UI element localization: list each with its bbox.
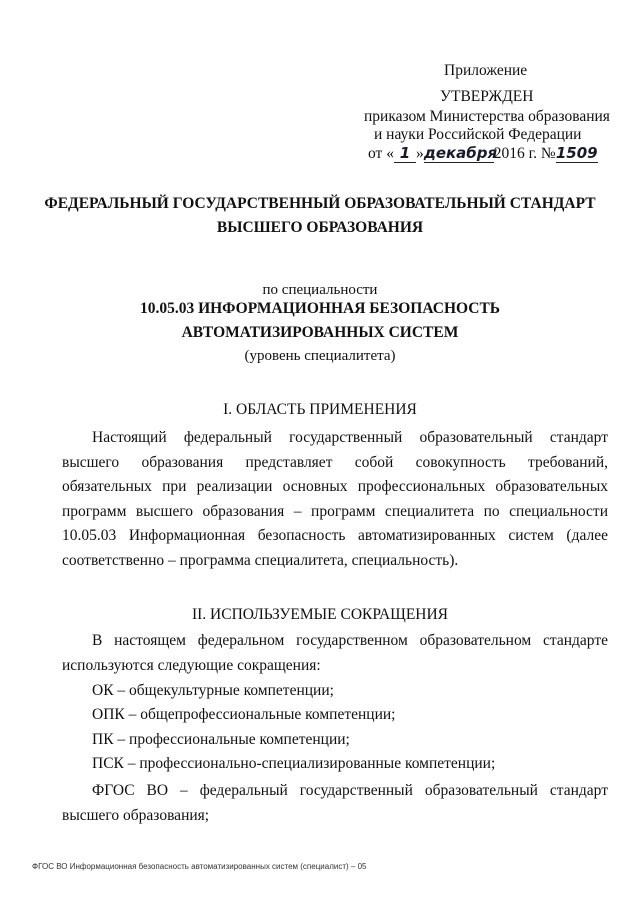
section-1-text: Настоящий федеральный государственный образовательный стандарт высшего образования представляет собой совокупность требований, обязательных при реализации основных профессиональных образовательных программ высшего образования – программ специалитета по специальности 10.05.03 Информационная безопасность автоматизированных систем (далее соответственно – программа специалитета, специальность). <box>62 429 608 569</box>
abbreviation-item: ПК – профессиональные компетенции; <box>92 731 350 748</box>
abbreviation-item: ОПК – общепрофессиональные компетенции; <box>92 706 396 723</box>
date-mid: » <box>415 145 424 162</box>
section-2-intro: В настоящем федеральном государственном образовательном стандарте используются следующие сокращения: <box>62 632 608 674</box>
abbreviation-item: ПСК – профессионально-специализированные компетенции; <box>92 755 496 772</box>
order-date-line <box>368 144 598 163</box>
date-year: 2016 г. № <box>493 145 556 162</box>
date-day: 1 <box>394 144 416 163</box>
abbreviation-item: ОК – общекультурные компетенции; <box>92 682 334 699</box>
order-line-1: приказом Министерства образования <box>364 108 610 125</box>
specialty-level: (уровень специалитета) <box>244 348 396 364</box>
title-line-2: ВЫСШЕГО ОБРАЗОВАНИЯ <box>216 219 424 236</box>
order-number: 1509 <box>555 144 598 162</box>
section-2-heading: II. ИСПОЛЬЗУЕМЫЕ СОКРАЩЕНИЯ <box>191 606 449 623</box>
specialty-line-2: АВТОМАТИЗИРОВАННЫХ СИСТЕМ <box>181 324 459 341</box>
abbreviation-item: ФГОС ВО – федеральный государственный образовательный стандарт высшего образования; <box>62 782 608 824</box>
date-prefix: от « <box>368 145 394 162</box>
appendix-label: Приложение <box>444 62 528 79</box>
date-month: декабря <box>423 144 498 162</box>
title-line-1: ФЕДЕРАЛЬНЫЙ ГОСУДАРСТВЕННЫЙ ОБРАЗОВАТЕЛЬНЫЙ СТАНДАРТ <box>44 195 596 212</box>
specialty-prefix: по специальности <box>262 282 378 298</box>
specialty-line-1: 10.05.03 ИНФОРМАЦИОННАЯ БЕЗОПАСНОСТЬ <box>139 300 501 317</box>
order-line-2: и науки Российской Федерации <box>374 126 582 143</box>
section-1-heading: I. ОБЛАСТЬ ПРИМЕНЕНИЯ <box>223 401 417 418</box>
approved-label: УТВЕРЖДЕН <box>440 88 534 105</box>
page-footer: ФГОС ВО Информационная безопасность автоматизированных систем (специалист) – 05 <box>32 862 367 871</box>
